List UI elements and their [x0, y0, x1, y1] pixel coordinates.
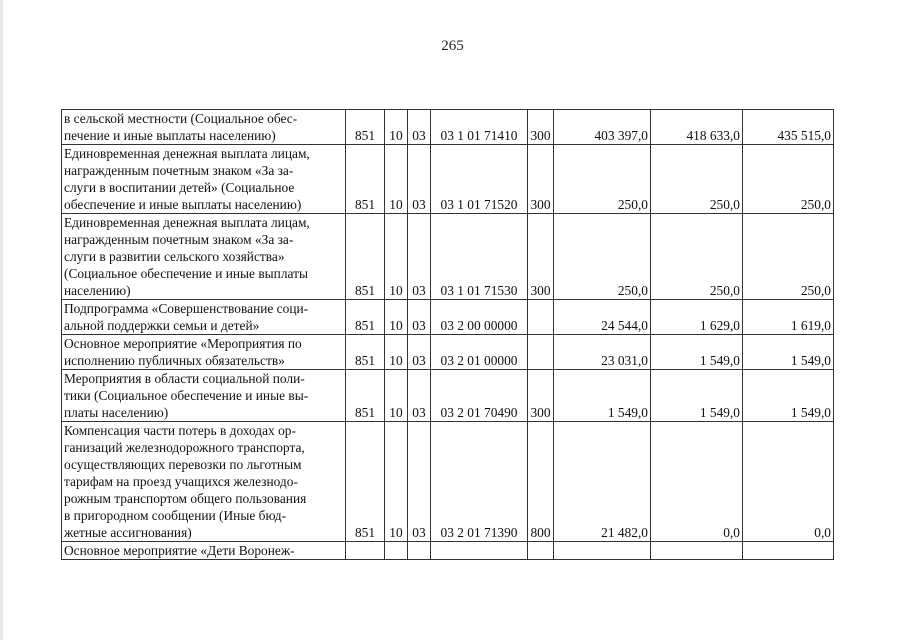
amount-year3-cell: 250,0	[743, 214, 834, 300]
table-row	[62, 145, 834, 214]
amount-year2-cell: 250,0	[651, 214, 743, 300]
item-name-cell	[62, 422, 346, 542]
item-name-wrapped: в сельской местности (Социальное обес- печение и иные выплаты населению)	[64, 111, 298, 143]
section-code-cell: 10	[385, 370, 408, 422]
item-name-wrapped: Компенсация части потерь в доходах ор- ганизаций железнодорожного транспорта, осуществляющих перевозки по льготным тарифам на проезд учащихся железнодо- рожным транспортом общего пользования в пригородном сообщении (Иные бюд- жетные ассигнования)	[64, 423, 307, 540]
amount-year2-cell: 418 633,0	[651, 110, 743, 145]
item-name-cell	[62, 335, 346, 370]
target-article-cell: 03 2 01 71390	[431, 422, 528, 542]
target-article-cell: 03 2 00 00000	[431, 300, 528, 335]
subsection-code-cell: 03	[408, 370, 431, 422]
ministry-code-cell	[346, 542, 385, 560]
ministry-code-cell: 851	[346, 145, 385, 214]
target-article-cell: 03 1 01 71530	[431, 214, 528, 300]
amount-year2-cell: 1 629,0	[651, 300, 743, 335]
table-row	[62, 110, 834, 145]
section-code-cell: 10	[385, 300, 408, 335]
amount-year1-cell: 250,0	[554, 214, 651, 300]
amount-year1-cell	[554, 542, 651, 560]
expense-type-cell: 300	[528, 110, 554, 145]
subsection-code-cell: 03	[408, 300, 431, 335]
item-name-cell	[62, 110, 346, 145]
subsection-code-cell: 03	[408, 110, 431, 145]
target-article-cell	[431, 542, 528, 560]
table-row	[62, 335, 834, 370]
ministry-code-cell: 851	[346, 300, 385, 335]
ministry-code-cell: 851	[346, 214, 385, 300]
target-article-cell: 03 1 01 71520	[431, 145, 528, 214]
table-row	[62, 542, 834, 560]
amount-year2-cell: 1 549,0	[651, 335, 743, 370]
table-row	[62, 214, 834, 300]
subsection-code-cell: 03	[408, 214, 431, 300]
target-article-cell: 03 1 01 71410	[431, 110, 528, 145]
budget-table	[61, 109, 834, 560]
item-name-wrapped: Единовременная денежная выплата лицам, награжденным почетным знаком «За за- слуги в воспитании детей» (Социальное обеспечение и иные выплаты населению)	[64, 146, 310, 212]
item-name-cell	[62, 300, 346, 335]
expense-type-cell: 300	[528, 145, 554, 214]
ministry-code-cell: 851	[346, 335, 385, 370]
subsection-code-cell: 03	[408, 422, 431, 542]
item-name-wrapped: Подпрограмма «Совершенствование соци- альной поддержки семьи и детей»	[64, 301, 309, 333]
amount-year2-cell: 1 549,0	[651, 370, 743, 422]
amount-year3-cell: 1 549,0	[743, 370, 834, 422]
subsection-code-cell	[408, 542, 431, 560]
amount-year1-cell: 24 544,0	[554, 300, 651, 335]
expense-type-cell: 300	[528, 370, 554, 422]
subsection-code-cell: 03	[408, 335, 431, 370]
section-code-cell: 10	[385, 214, 408, 300]
expense-type-cell: 800	[528, 422, 554, 542]
target-article-cell: 03 2 01 00000	[431, 335, 528, 370]
ministry-code-cell: 851	[346, 422, 385, 542]
amount-year1-cell: 250,0	[554, 145, 651, 214]
ministry-code-cell: 851	[346, 110, 385, 145]
item-name-wrapped: Основное мероприятие «Мероприятия по исполнению публичных обязательств»	[64, 336, 302, 368]
section-code-cell: 10	[385, 145, 408, 214]
subsection-code-cell: 03	[408, 145, 431, 214]
amount-year3-cell: 250,0	[743, 145, 834, 214]
expense-type-cell	[528, 335, 554, 370]
amount-year3-cell: 0,0	[743, 422, 834, 542]
item-name-cell	[62, 145, 346, 214]
amount-year1-cell: 403 397,0	[554, 110, 651, 145]
table-row	[62, 370, 834, 422]
scan-edge	[0, 0, 3, 640]
amount-year3-cell: 1 549,0	[743, 335, 834, 370]
section-code-cell: 10	[385, 422, 408, 542]
table-row	[62, 300, 834, 335]
section-code-cell: 10	[385, 110, 408, 145]
amount-year1-cell: 21 482,0	[554, 422, 651, 542]
amount-year2-cell	[651, 542, 743, 560]
amount-year2-cell: 250,0	[651, 145, 743, 214]
section-code-cell	[385, 542, 408, 560]
amount-year2-cell: 0,0	[651, 422, 743, 542]
amount-year3-cell	[743, 542, 834, 560]
item-name-cell	[62, 370, 346, 422]
section-code-cell: 10	[385, 335, 408, 370]
target-article-cell: 03 2 01 70490	[431, 370, 528, 422]
amount-year3-cell: 1 619,0	[743, 300, 834, 335]
item-name-cell	[62, 542, 346, 560]
amount-year3-cell: 435 515,0	[743, 110, 834, 145]
item-name-wrapped: Основное мероприятие «Дети Воронеж-	[64, 543, 295, 558]
item-name-cell	[62, 214, 346, 300]
ministry-code-cell: 851	[346, 370, 385, 422]
expense-type-cell: 300	[528, 214, 554, 300]
amount-year1-cell: 23 031,0	[554, 335, 651, 370]
item-name-wrapped: Единовременная денежная выплата лицам, награжденным почетным знаком «За за- слуги в развитии сельского хозяйства» (Социальное обеспечение и иные выплаты населению)	[64, 215, 310, 298]
amount-year1-cell: 1 549,0	[554, 370, 651, 422]
table-row	[62, 422, 834, 542]
item-name-wrapped: Мероприятия в области социальной поли- тики (Социальное обеспечение и иные вы- платы населению)	[64, 371, 309, 420]
expense-type-cell	[528, 542, 554, 560]
expense-type-cell	[528, 300, 554, 335]
page-number: 265	[441, 38, 464, 54]
